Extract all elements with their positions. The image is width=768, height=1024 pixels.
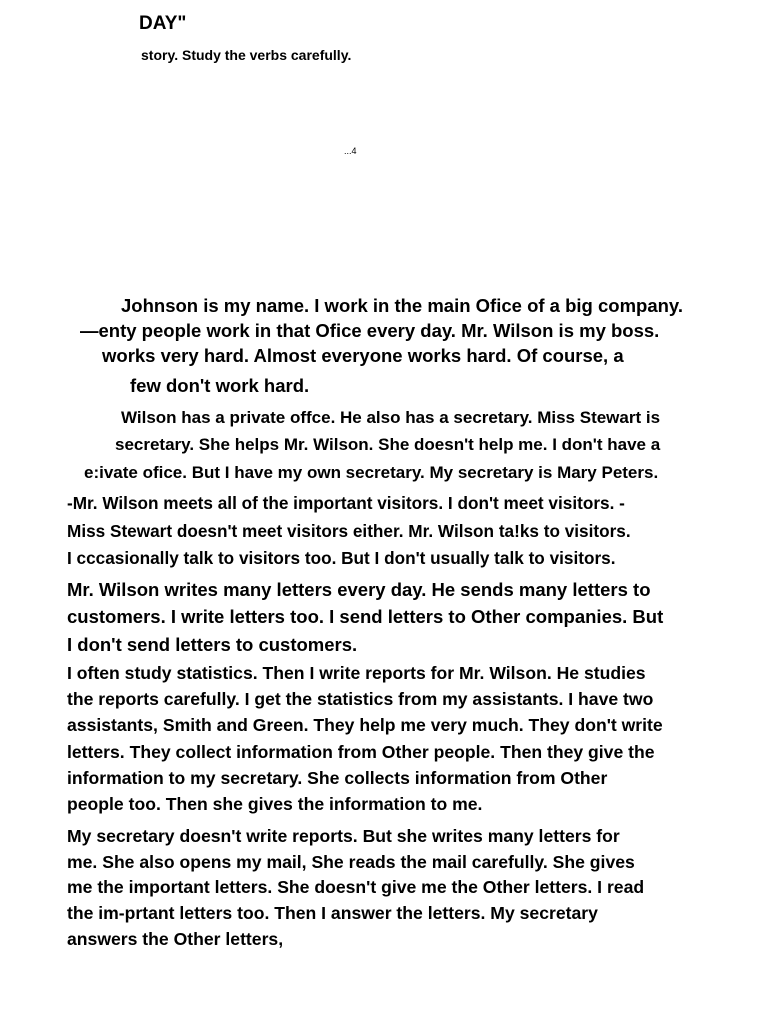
paragraph-1-line-4: few don't work hard. (130, 375, 310, 396)
page-title: DAY" (139, 13, 187, 34)
paragraph-4-line-1: Mr. Wilson writes many letters every day. He sends many letters to (67, 579, 651, 600)
paragraph-5-line-2: the reports carefully. I get the statistics from my assistants. I have two (67, 689, 654, 709)
paragraph-3-line-2: Miss Stewart doesn't meet visitors either. Mr. Wilson ta!ks to visitors. (67, 521, 631, 541)
paragraph-6-line-1: My secretary doesn't write reports. But she writes many letters for (67, 826, 620, 846)
paragraph-2-line-3: e:ivate ofice. But I have my own secretary. My secretary is Mary Peters. (84, 463, 659, 482)
paragraph-6-line-3: me the important letters. She doesn't give me the Other letters. I read (67, 877, 645, 897)
paragraph-5-line-3: assistants, Smith and Green. They help me very much. They don't write (67, 715, 663, 735)
paragraph-3-line-3: I cccasionally talk to visitors too. But I don't usually talk to visitors. (67, 548, 616, 568)
paragraph-4-line-3: I don't send letters to customers. (67, 634, 358, 655)
paragraph-5-line-5: information to my secretary. She collects information from Other (67, 768, 608, 788)
paragraph-6-line-4: the im-prtant letters too. Then I answer the letters. My secretary (67, 903, 598, 923)
paragraph-1-line-1: Johnson is my name. I work in the main Ofice of a big company. (121, 295, 683, 316)
paragraph-6-line-5: answers the Other letters, (67, 929, 284, 949)
instruction-text: story. Study the verbs carefully. (141, 47, 352, 63)
paragraph-3-line-1: -Mr. Wilson meets all of the important visitors. I don't meet visitors. - (67, 493, 625, 513)
paragraph-5-line-4: letters. They collect information from Other people. Then they give the (67, 742, 655, 762)
paragraph-1-line-2: —enty people work in that Ofice every day. Mr. Wilson is my boss. (80, 320, 660, 341)
paragraph-4-line-2: customers. I write letters too. I send letters to Other companies. But (67, 606, 664, 627)
paragraph-2-line-1: Wilson has a private offce. He also has a secretary. Miss Stewart is (121, 408, 661, 427)
paragraph-1-line-3: works very hard. Almost everyone works hard. Of course, a (102, 345, 624, 366)
paragraph-5-line-6: people too. Then she gives the information to me. (67, 794, 483, 814)
paragraph-6-line-2: me. She also opens my mail, She reads the mail carefully. She gives (67, 852, 635, 872)
paragraph-2-line-2: secretary. She helps Mr. Wilson. She doesn't help me. I don't have a (115, 435, 661, 454)
page-mark: ...4 (344, 146, 357, 156)
paragraph-5-line-1: I often study statistics. Then I write reports for Mr. Wilson. He studies (67, 663, 646, 683)
